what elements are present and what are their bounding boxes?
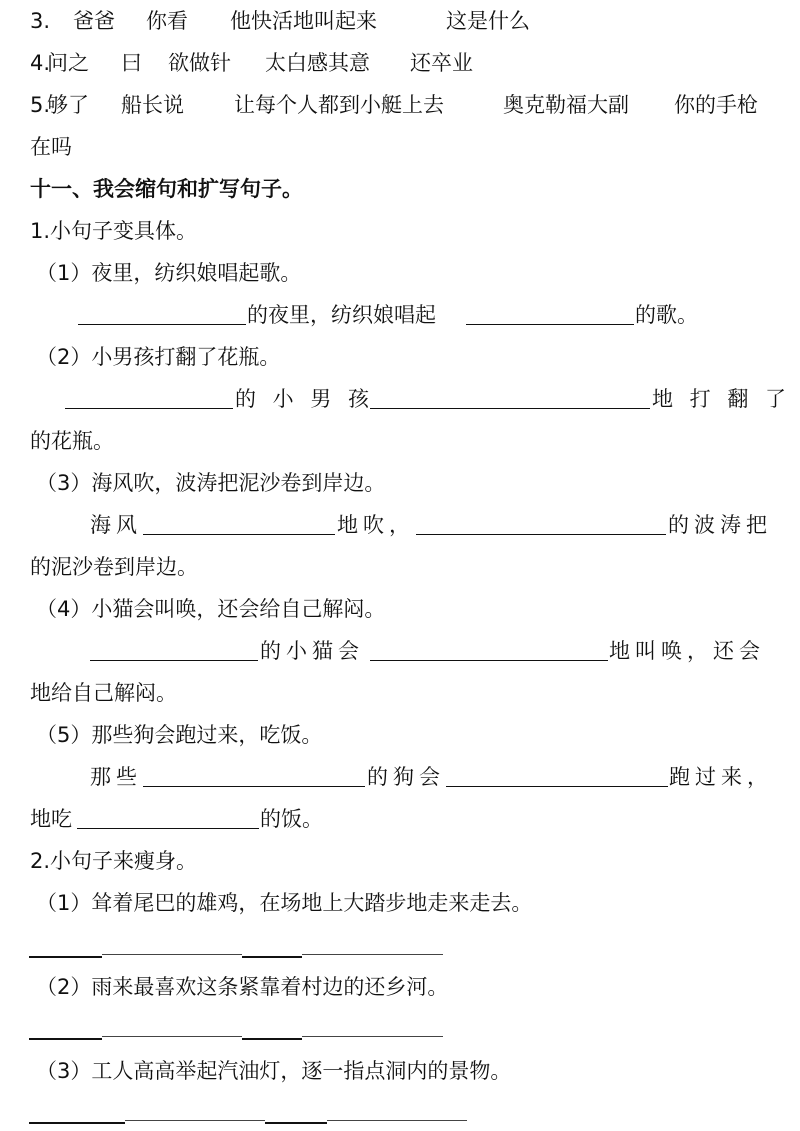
fill-blank[interactable] (78, 324, 246, 325)
part2-q3-label: （3）工人高高举起汽油灯，逐一指点洞内的景物。 (36, 1059, 512, 1083)
part1-q5-label: （5）那些狗会跑过来，吃饭。 (36, 723, 323, 747)
part1-q5-fill: 那些 的狗会 跑过来， (90, 765, 773, 789)
item-4-number: 4. (30, 51, 51, 75)
item-5-continuation: 在吗 (30, 135, 72, 159)
fill-blank[interactable] (466, 324, 634, 325)
part2-title: 2.小句子来瘦身。 (30, 849, 198, 873)
part1-q4-label: （4）小猫会叫唤，还会给自己解闷。 (36, 597, 386, 621)
item-5-line (0, 84, 800, 126)
item-4-part: 欲做针 (168, 51, 231, 75)
item-3-part: 这是什么 (446, 9, 530, 33)
item-3-part: 你看 (146, 9, 188, 33)
part2-q2-label: （2）雨来最喜欢这条紧靠着村边的还乡河。 (36, 975, 449, 999)
fill-blank[interactable] (143, 534, 335, 535)
part1-q2-fill: 的 小 男 孩 地 打 翻 了 (0, 378, 800, 420)
fill-blank[interactable] (90, 660, 258, 661)
fill-blank[interactable] (446, 786, 668, 787)
part1-q3-continuation: 的泥沙卷到岸边。 (30, 555, 198, 579)
fill-blank[interactable] (370, 660, 608, 661)
part1-q4-continuation: 地给自己解闷。 (30, 681, 177, 705)
part1-q1-label: （1）夜里，纺织娘唱起歌。 (36, 261, 302, 285)
item-3-part: 他快活地叫起来 (230, 9, 377, 33)
item-4-part: 问之 (47, 51, 89, 75)
part2-q2-answer-line[interactable] (0, 1022, 800, 1042)
part1-q1-fill: 的夜里，纺织娘唱起 的歌。 (0, 294, 800, 336)
part1-title: 1.小句子变具体。 (30, 219, 198, 243)
fill-blank[interactable] (143, 786, 365, 787)
item-4-line (0, 42, 800, 84)
item-4-part: 还卒业 (410, 51, 473, 75)
fill-blank[interactable] (416, 534, 666, 535)
item-5-part: 奥克勒福大副 (503, 93, 629, 117)
part1-q2-continuation: 的花瓶。 (30, 429, 114, 453)
part1-q4-fill: 的小猫会 地叫唤，还会 (0, 630, 800, 672)
item-4-part: 曰 (121, 51, 142, 75)
item-4-part: 太白感其意 (265, 51, 370, 75)
fill-blank[interactable] (370, 408, 650, 409)
item-5-part: 够了 (47, 93, 89, 117)
fill-blank[interactable] (65, 408, 233, 409)
fill-blank[interactable] (77, 828, 259, 829)
item-5-part: 你的手枪 (674, 93, 758, 117)
item-3-line (0, 0, 800, 42)
item-3-part: 爸爸 (73, 9, 115, 33)
item-5-number: 5. (30, 93, 51, 117)
part2-q1-answer-line[interactable] (0, 940, 800, 960)
section-title: 十一、我会缩句和扩写句子。 (30, 177, 303, 201)
item-3-number: 3. (30, 9, 51, 33)
item-5-part: 船长说 (121, 93, 184, 117)
part1-q2-label: （2）小男孩打翻了花瓶。 (36, 345, 281, 369)
part2-q1-label: （1）耸着尾巴的雄鸡，在场地上大踏步地走来走去。 (36, 891, 533, 915)
part1-q3-fill: 海风 地吹， 的波涛把 (90, 513, 772, 537)
part1-q3-label: （3）海风吹，波涛把泥沙卷到岸边。 (36, 471, 386, 495)
part2-q3-answer-line[interactable] (0, 1106, 800, 1126)
part1-q5-continuation: 地吃 的饭。 (30, 807, 323, 831)
item-5-part: 让每个人都到小艇上去 (234, 93, 444, 117)
